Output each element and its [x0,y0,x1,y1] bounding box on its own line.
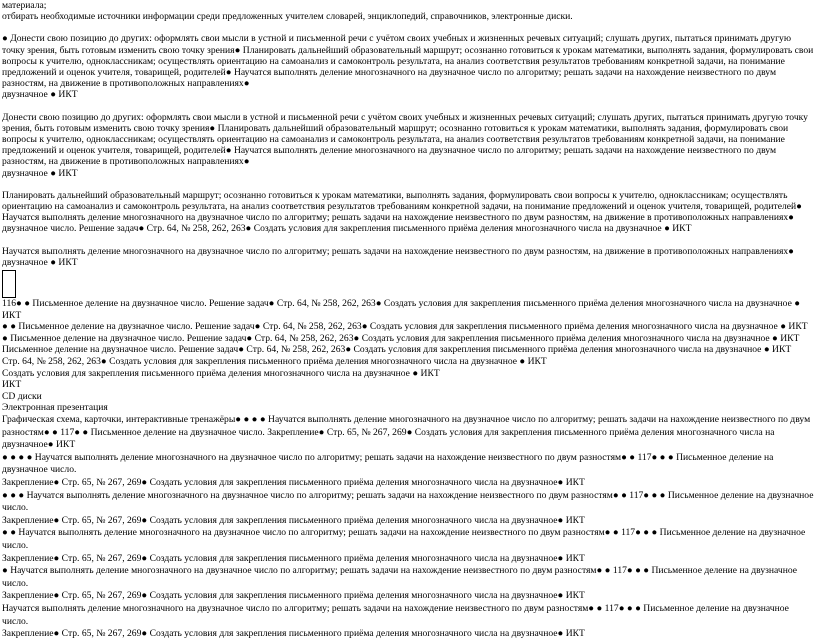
spacer [2,179,814,190]
paragraph: Научатся выполнять деление многозначного на двузначное число по алгоритму; решать задачи на нахождение неизвестного по двум разностям, на движение в противоположных направлениях● [2,245,794,257]
text-line: ● ● ● ● Научатся выполнять деление многозначного на двузначное число по алгоритму; решать задачи на нахождение неизвестного по двум разностям● ● 117● ● ● Письменное деление на двузначное число. [2,451,774,476]
paragraph: ● Донести свою позицию до других: оформлять свои мысли в устной и письменной речи с учётом своих учебных и жизненных речевых ситуаций; слушать других, пытаться принимать другую точку зрения, быть готовым изменить свою точку зрения● Планировать дальнейший образовательный маршрут; осознанно готовиться к урокам математики, выполнять задания, формулировать свои вопросы к учителю, одноклассникам; осуществлять ориентацию на самоанализ и самоконтроль результата, на анализ соответствия результатов требованиям конкретной задачи, на понимание предложений и оценок учителя, товарищей, родителей● Научатся выполнять деление многозначного на двузначное число по алгоритму; решать задачи на нахождение неизвестного по двум разностям, на движение в противоположных направлениях● [2,33,814,90]
empty-box [2,270,16,298]
text-line: отбирать необходимые источники информации среди предложенных учителем словарей, энциклопедий, справочников, электронные диски. [2,11,573,23]
spacer [2,101,814,112]
paragraph: Донести свою позицию до других: оформлять свои мысли в устной и письменной речи с учётом своих учебных и жизненных речевых ситуаций; слушать других, пытаться принимать другую точку зрения, быть готовым изменить свою точку зрения● Планировать дальнейший образовательный маршрут; осознанно готовиться к урокам математики, выполнять задания, формулировать свои вопросы к учителю, одноклассникам; осуществлять ориентацию на самоанализ и самоконтроль результата, на анализ соответствия результатов требованиям конкретной задачи, на понимание предложений и оценок учителя, товарищей, родителей● Научатся выполнять деление многозначного на двузначное число по алгоритму; решать задачи на нахождение неизвестного по двум разностям, на движение в противоположных направлениях● [2,111,808,168]
text-line: ● ● Письменное деление на двузначное число. Решение задач● Стр. 64, № 258, 262, 263● Создать условия для закрепления письменного приёма деления многозначного числа на двузначное ● ИКТ [2,321,808,333]
text-line: Научатся выполнять деление многозначного на двузначное число по алгоритму; решать задачи на нахождение неизвестного по двум разностям● ● 117● ● ● Письменное деление на двузначное число. [2,602,789,627]
text-line: 116● ● Письменное деление на двузначное число. Решение задач● Стр. 64, № 258, 262, 263● Создать условия для закрепления письменного приёма деления многозначного числа на двузначное ● ИКТ [2,298,801,321]
text-line: Закрепление● Стр. 65, № 267, 269● Создать условия для закрепления письменного приёма деления многозначного числа на двузначное● ИКТ [2,628,585,640]
text-line: Стр. 64, № 258, 262, 263● Создать условия для закрепления письменного приёма деления многозначного числа на двузначное ● ИКТ [2,356,547,368]
text-line: Электронная презентация [2,402,108,414]
text-line: Закрепление● Стр. 65, № 267, 269● Создать условия для закрепления письменного приёма деления многозначного числа на двузначное● ИКТ [2,476,585,488]
text-line: Создать условия для закрепления письменного приёма деления многозначного числа на двузначное ● ИКТ [2,367,440,379]
text-line: материала; [2,0,47,11]
text-line: ● ● ● Научатся выполнять деление многозначного на двузначное число по алгоритму; решать задачи на нахождение неизвестного по двум разностям● ● 117● ● ● Письменное деление на двузначное число. [2,489,814,514]
text-line: Закрепление● Стр. 65, № 267, 269● Создать условия для закрепления письменного приёма деления многозначного числа на двузначное● ИКТ [2,590,585,602]
paragraph: Планировать дальнейший образовательный маршрут; осознанно готовиться к урокам математики, выполнять задания, формулировать свои вопросы к учителю, одноклассникам; осуществлять ориентацию на самоанализ и самоконтроль результата, на анализ соответствия результатов требованиям конкретной задачи, на понимание предложений и оценок учителя, товарищей, родителей● Научатся выполнять деление многозначного на двузначное число по алгоритму; решать задачи на нахождение неизвестного по двум разностям, на движение в противоположных направлениях● [2,189,802,224]
text-line: Закрепление● Стр. 65, № 267, 269● Создать условия для закрепления письменного приёма деления многозначного числа на двузначное● ИКТ [2,552,585,564]
text-line: двузначное ● ИКТ [2,89,78,101]
text-line: ● ● Научатся выполнять деление многозначного на двузначное число по алгоритму; решать задачи на нахождение неизвестного по двум разностям● ● 117● ● ● Письменное деление на двузначное число. [2,527,806,551]
spacer [2,22,814,33]
text-line: ● Письменное деление на двузначное число. Решение задач● Стр. 64, № 258, 262, 263● Создать условия для закрепления письменного приёма деления многозначного числа на двузначное ● ИКТ [2,332,800,344]
spacer [2,235,814,246]
text-line: двузначное ● ИКТ [2,256,78,268]
text-line: Закрепление● Стр. 65, № 267, 269● Создать условия для закрепления письменного приёма деления многозначного числа на двузначное● ИКТ [2,514,585,526]
text-line: ИКТ [2,379,22,391]
text-line: Графическая схема, карточки, интерактивные тренажёры● ● ● ● Научатся выполнять деление многозначного на двузначное число по алгоритму; решать задачи на нахождение неизвестного по двум [2,414,811,425]
text-line: Письменное деление на двузначное число. Решение задач● Стр. 64, № 258, 262, 263● Создать условия для закрепления письменного приёма деления многозначного числа на двузначное ● ИКТ [2,344,792,356]
text-line: двузначное ● ИКТ [2,167,78,179]
text-line: CD диски [2,390,42,402]
text-line: двузначное число. Решение задач● Стр. 64, № 258, 262, 263● Создать условия для закрепления письменного приёма деления многозначного числа на двузначное ● ИКТ [2,223,692,235]
text-line: ● Научатся выполнять деление многозначного на двузначное число по алгоритму; решать задачи на нахождение неизвестного по двум разностям● ● 117● ● ● Письменное деление на двузначное число. [2,565,798,589]
text-line: разностям● ● 117● ● Письменное деление на двузначное число. Закрепление● Стр. 65, № 267, 269● Создать условия для закрепления письменного приёма деления многозначного числа на двузначное● ИКТ [2,426,775,451]
